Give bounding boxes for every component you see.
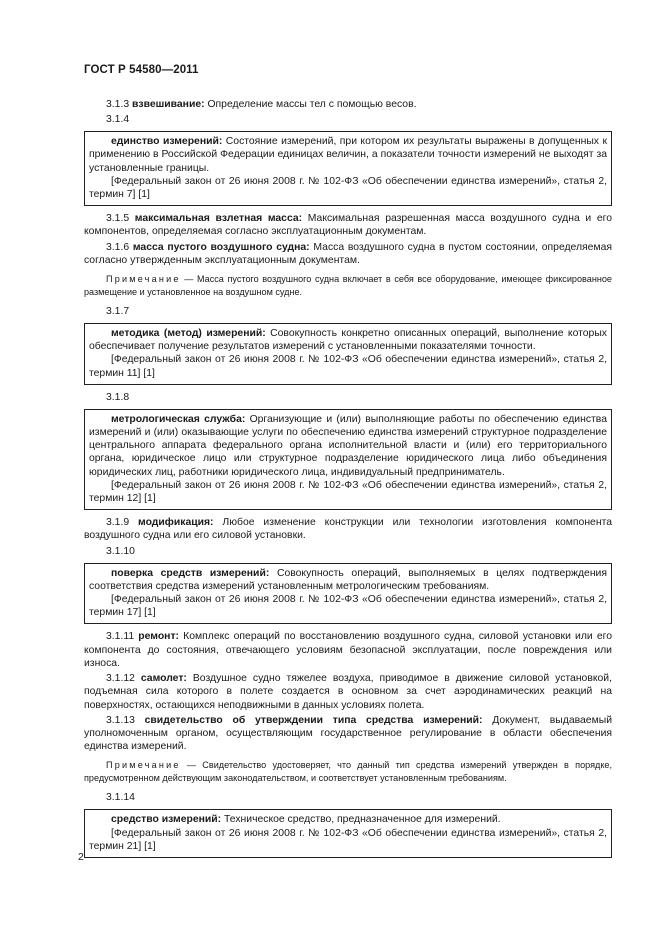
term: самолет: <box>140 673 187 685</box>
entry-number-3-1-4: 3.1.4 <box>106 114 130 126</box>
document-page <box>84 64 612 864</box>
reference: [Федеральный закон от 26 июня 2008 г. № 102-ФЗ «Об обеспечении единства измерений», статья 2, термин 11] [1] <box>89 354 607 379</box>
definition-box-3-1-10 <box>84 563 612 625</box>
definition-box-3-1-14 <box>84 809 612 858</box>
definition: Состояние измерений, при котором их результаты выражены в допущенных к применению в Российской Федерации единицах величин, а показатели точности измерений не выходят за установленные границы. <box>89 136 607 174</box>
note-3-1-13 <box>84 759 612 785</box>
term: максимальная взлетная масса: <box>134 213 303 225</box>
definition: Документ, выдаваемый уполномоченным органом, осуществляющим государственное регулирование в области обеспечения единства измерений. <box>84 714 612 753</box>
definition-box-3-1-4 <box>84 131 612 206</box>
entry-3-1-5 <box>84 212 612 238</box>
definition: Совокупность конкретно описанных операций, выполнение которых обеспечивает получение результатов измерений с установленными показателями точности. <box>89 328 607 353</box>
entry-number: 3.1.5 <box>106 213 130 225</box>
definition: Техническое средство, предназначенное для измерений. <box>221 814 501 826</box>
definition-paragraph <box>89 413 607 479</box>
note-text: — Масса пустого воздушного судна включает в себя все оборудование, имеющее фиксированное размещение и установленное на воздушном судне. <box>84 274 612 298</box>
page-number: 2 <box>78 852 84 863</box>
entry-number-3-1-14: 3.1.14 <box>106 792 135 804</box>
entry-3-1-12 <box>84 672 612 712</box>
definition: Организующие и (или) выполняющие работы по обеспечению единства измерений и (или) оказывающие услуги по обеспечению единства измерений структурное подразделение центрального аппарата федерального органа исполнительной власти и (или) его территориального органа, юридическое лицо или структурное подразделение юридического лица либо объединения юридических лиц, работники юридического лица, индивидуальный предприниматель. <box>89 413 607 478</box>
definition: Максимальная разрешенная масса воздушного судна и его компонентов, определяемая согласно эксплуатационным документам. <box>84 213 612 238</box>
entry-3-1-3 <box>84 98 612 111</box>
entry-3-1-11 <box>84 630 612 670</box>
term: поверка средств измерений: <box>111 567 270 579</box>
definition-paragraph <box>89 135 607 175</box>
term: средство измерений: <box>111 814 222 826</box>
note-label: Примечание <box>106 760 181 771</box>
reference: [Федеральный закон от 26 июня 2008 г. № 102-ФЗ «Об обеспечении единства измерений», статья 2, термин 12] [1] <box>89 479 607 505</box>
definition: Определение массы тел с помощью весов. <box>204 99 417 110</box>
entry-3-1-9 <box>84 516 612 542</box>
definition-paragraph <box>89 327 607 353</box>
entry-number: 3.1.9 <box>106 517 130 529</box>
term: свидетельство об утверждении типа средства измерений: <box>144 714 483 726</box>
entry-number: 3.1.11 <box>106 631 135 643</box>
entry-number: 3.1.13 <box>106 714 135 726</box>
definition-box-3-1-7 <box>84 323 612 385</box>
entry-3-1-13 <box>84 714 612 754</box>
entry-number: 3.1.6 <box>106 241 130 253</box>
entry-number-3-1-10: 3.1.10 <box>106 545 135 557</box>
definition: Масса воздушного судна в пустом состоянии, определяемая согласно утвержденным эксплуатационным документам. <box>84 241 613 266</box>
note-3-1-6 <box>84 273 612 299</box>
reference: [Федеральный закон от 26 июня 2008 г. № 102-ФЗ «Об обеспечении единства измерений», статья 2, термин 21] [1] <box>89 827 607 852</box>
term: ремонт: <box>138 631 180 643</box>
definition-box-3-1-8 <box>84 409 612 510</box>
definition: Совокупность операций, выполняемых в целях подтверждения соответствия средства измерений установленным метрологическим требованиям. <box>89 567 607 592</box>
term: единство измерений: <box>111 136 223 148</box>
entry-number-3-1-7: 3.1.7 <box>106 306 130 318</box>
term: модификация: <box>138 517 214 529</box>
entry-number: 3.1.12 <box>106 673 135 685</box>
definition: Воздушное судно тяжелее воздуха, приводимое в движение силовой установкой, подъемная сила которого в полете создается в основном за счет аэродинамических реакций на поверхностях, остающихся неподвижными в данных условиях полета. <box>84 673 612 711</box>
term: методика (метод) измерений: <box>111 328 266 340</box>
entry-number: 3.1.3 <box>106 99 130 110</box>
reference: [Федеральный закон от 26 июня 2008 г. № 102-ФЗ «Об обеспечении единства измерений», статья 2, термин 7] [1] <box>89 175 607 201</box>
entry-3-1-6 <box>84 241 612 267</box>
note-text: — Свидетельство удостоверяет, что данный тип средства измерений утвержден в порядке, предусмотренном действующим законодательством, и соответствует установленным требованиям. <box>84 760 612 784</box>
note-label: Примечание <box>106 274 181 285</box>
definition: Комплекс операций по восстановлению воздушного судна, силовой установки или его компонента до состояния, отвечающего условиям безопасной эксплуатации, после повреждения или износа. <box>84 631 612 669</box>
term: масса пустого воздушного судна: <box>132 241 310 253</box>
definition: Любое изменение конструкции или технологии изготовления компонента воздушного судна или его силовой установки. <box>84 517 612 542</box>
document-header: ГОСТ Р 54580—2011 <box>84 64 199 76</box>
reference: [Федеральный закон от 26 июня 2008 г. № 102-ФЗ «Об обеспечении единства измерений», статья 2, термин 17] [1] <box>89 594 607 619</box>
definition-paragraph <box>89 567 607 593</box>
term: метрологическая служба: <box>111 413 246 425</box>
definition-paragraph <box>89 813 607 826</box>
entry-number-3-1-8: 3.1.8 <box>106 391 130 403</box>
term: взвешивание: <box>132 99 205 110</box>
